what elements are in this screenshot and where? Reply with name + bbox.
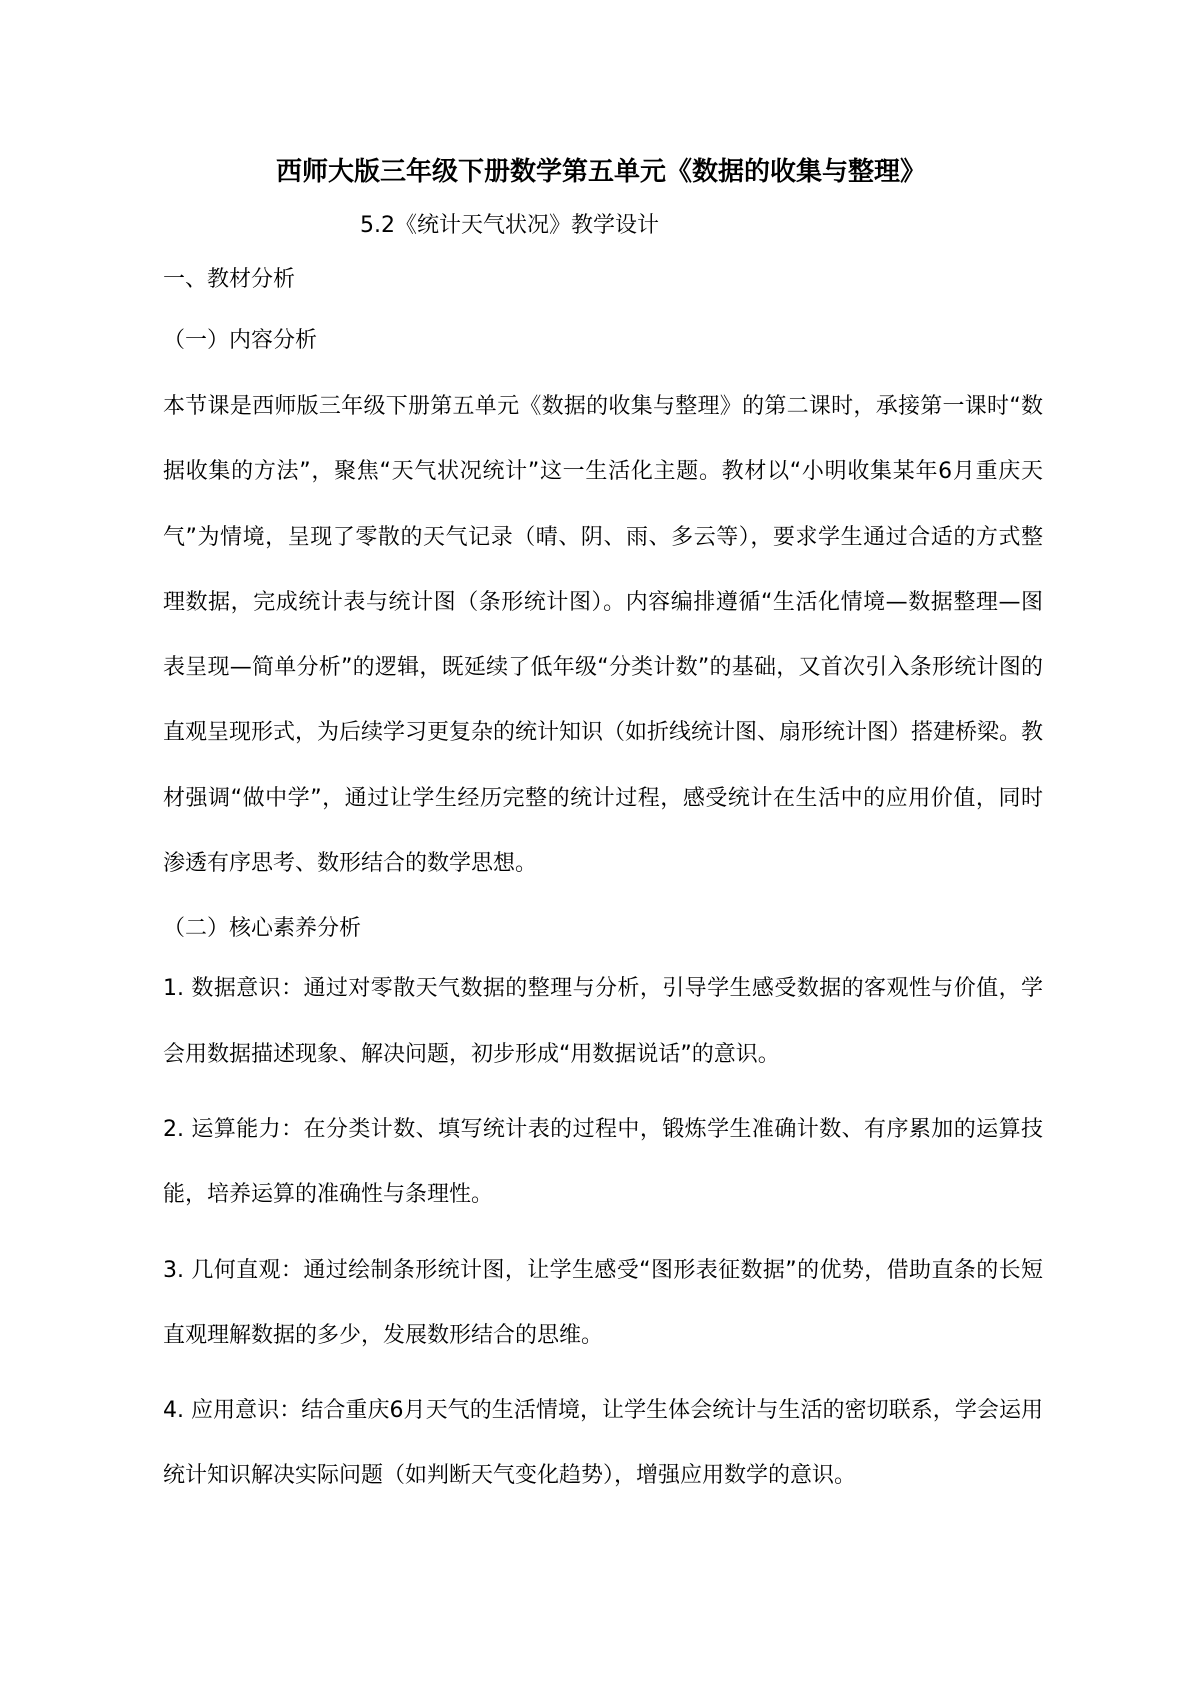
list-item-geometric-intuition: 3. 几何直观：通过绘制条形统计图，让学生感受“图形表征数据”的优势，借助直条的长短直观理解数据的多少，发展数形结合的思维。 (163, 1257, 1043, 1348)
list-item-computation-ability: 2. 运算能力：在分类计数、填写统计表的过程中，锻炼学生准确计数、有序累加的运算技能，培养运算的准确性与条理性。 (163, 1116, 1043, 1208)
subsection-heading-content-analysis: （一）内容分析 (163, 328, 318, 353)
subsection-heading-core-literacy: （二）核心素养分析 (163, 916, 362, 942)
content-analysis-paragraph: 本节课是西师版三年级下册第五单元《数据的收集与整理》的第二课时，承接第一课时“数据收集的方法”，聚焦“天气状况统计”这一生活化主题。教材以“小明收集某年6月重庆天气”为情境，呈现了零散的天气记录（晴、阴、雨、多云等），要求学生通过合适的方式整理数据，完成统计表与统计图（条形统计图）。内容编排遵循“生活化情境—数据整理—图表呈现—简单分析”的逻辑，既延续了低年级“分类计数”的基础，又首次引入条形统计图的直观呈现形式，为后续学习更复杂的统计知识（如折线统计图、扇形统计图）搭建桥梁。教材强调“做中学”，通过让学生经历完整的统计过程，感受统计在生活中的应用价值，同时渗透有序思考、数形结合的数学思想。 (163, 394, 1044, 877)
list-item-data-awareness: 1. 数据意识：通过对零散天气数据的整理与分析，引导学生感受数据的客观性与价值，学会用数据描述现象、解决问题，初步形成“用数据说话”的意识。 (163, 976, 1043, 1067)
document-body (163, 152, 1043, 1509)
document-subtitle: 5.2《统计天气状况》教学设计 (360, 213, 659, 238)
section-heading-textbook-analysis: 一、教材分析 (163, 267, 296, 292)
document-title: 西师大版三年级下册数学第五单元《数据的收集与整理》 (275, 157, 926, 187)
list-item-application-awareness: 4. 应用意识：结合重庆6月天气的生活情境，让学生体会统计与生活的密切联系，学会运用统计知识解决实际问题（如判断天气变化趋势），增强应用数学的意识。 (163, 1398, 1043, 1489)
